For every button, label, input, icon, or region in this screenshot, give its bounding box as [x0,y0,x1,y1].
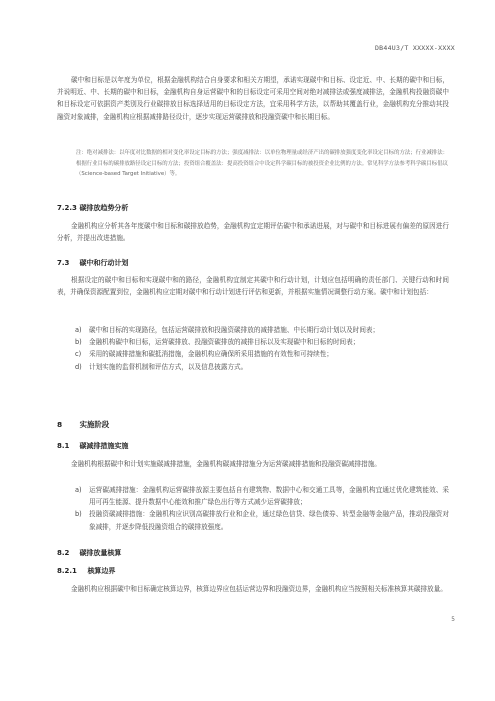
section-title: 碳排放量核算 [79,549,122,557]
list-item [75,484,449,508]
section-8-1-paragraph: 金融机构根据碳中和计划实施碳减排措施，金融机构碳减排措施分为运营碳减排措施和投融资碳减排措施。 [71,460,381,468]
list-marker: b) [75,338,82,347]
section-number: 8.1 [57,442,70,450]
list-marker: a) [75,326,82,334]
list-item-text: 采用的碳减排措施和碳抵消措施，金融机构应确保所采用措施的有效性和可持续性； [89,350,333,359]
section-8-2-heading [57,548,121,558]
method-note: 注：绝对减排法：以年度对比数据的相对变化率设定目标的方法；强度减排法：以单位物理量或经济产出的碳排放强度变化率设定目标的方法；行业减排法：根据行业目标的碳排放路径设定目标的方法；投资组合覆盖法：提高投资组合中设定科学碳目标的被投资企业比例的方法。常见科学方法参考科学碳目标倡议（Science-based Target Initiative）等。 [76,150,448,178]
section-7-2-3-paragraph: 金融机构应分析其各年度碳中和目标和碳排放趋势，金融机构宜定期评估碳中和承诺进展，对与碳中和目标进展有偏差的原因进行分析，并提出改进措施。 [57,222,449,243]
list-item [75,361,449,373]
list-item-text: 投融资碳减排措施：金融机构应识别高碳排放行业和企业，通过绿色信贷、绿色债券、转型金融等金融产品，推动投融资对象减排，并逐步降低投融资组合的碳排放强度。 [89,510,449,531]
list-item [75,508,449,532]
section-7-3-paragraph: 根据设定的碳中和目标和实现碳中和的路径，金融机构宜制定其碳中和行动计划，计划应包括明确的责任部门、关键行动和时间表，并确保资源配置到位，金融机构应定期对碳中和行动计划进行评估和更新，并根据实施情况调整行动方案。碳中和计划包括： [57,276,449,297]
section-title: 实施阶段 [79,420,110,429]
section-title: 碳中和行动计划 [79,259,129,267]
section-number: 7.3 [57,259,70,267]
section-number: 8.2.1 [57,567,77,575]
section-8-1-heading [57,441,128,451]
list-item-text: 碳中和目标的实现路径，包括运营碳排放和投融资碳排放的减排措施、中长期行动计划以及时间表； [89,326,380,334]
list-marker: d) [75,362,82,371]
list-item [75,324,449,336]
section-8-1-list [75,484,449,533]
section-8-heading [57,420,109,430]
list-marker: b) [75,510,82,519]
list-marker: c) [75,350,82,359]
section-8-2-1-heading [57,566,115,576]
list-item-text: 计划实施的监督机制和评估方式，以及信息披露方式。 [89,362,248,371]
section-number: 7.2.3 [57,204,77,212]
section-title: 碳减排措施实施 [79,442,129,450]
standard-number: DB44U3/T XXXXX-XXXX [374,44,455,52]
section-7-2-3-heading [57,203,128,213]
section-7-3-list [75,324,449,373]
section-title: 核算边界 [87,567,116,575]
section-7-3-heading [57,258,128,268]
page-number: 5 [451,617,455,623]
section-8-2-1-paragraph: 金融机构应根据碳中和目标确定核算边界，核算边界应包括运营边界和投融资边界，金融机构应当按照相关标准核算其碳排放量。 [71,585,447,593]
section-number: 8.2 [57,549,70,557]
list-item-text: 金融机构碳中和目标，运营碳排放、投融资碳排放的减排目标以及实现碳中和目标的时间表； [89,338,360,347]
list-item [75,348,449,360]
section-title: 碳排放趋势分析 [79,204,129,212]
list-item [75,336,449,348]
intro-paragraph: 碳中和目标是以年度为单位，根据金融机构结合自身要求和相关方期望，承诺实现碳中和目标、设定近、中、长期的碳中和目标，并说明近、中、长期的碳中和目标，金融机构自身运营碳中和的目标设定可采用空间对绝对减排法或强度减排法，金融机构投融资碳中和目标设定可依据资产类别及行业碳排放目标选择适用的目标设定方法，宜采用科学方法，以帮助其覆盖行业，金融机构充分推动其投融资对象减排，金融机构应根据减排路径设计，逐步实现运营碳排放和投融资碳中和长期目标。 [57,76,449,121]
section-number: 8 [57,420,63,429]
list-marker: a) [75,486,82,494]
list-item-text: 运营碳减排措施：金融机构运营碳排放源主要包括自有建筑物、数据中心和交通工具等，金融机构宜通过优化建筑能效、采用可再生能源、提升数据中心能效和推广绿色出行等方式减少运营碳排放； [89,486,449,507]
